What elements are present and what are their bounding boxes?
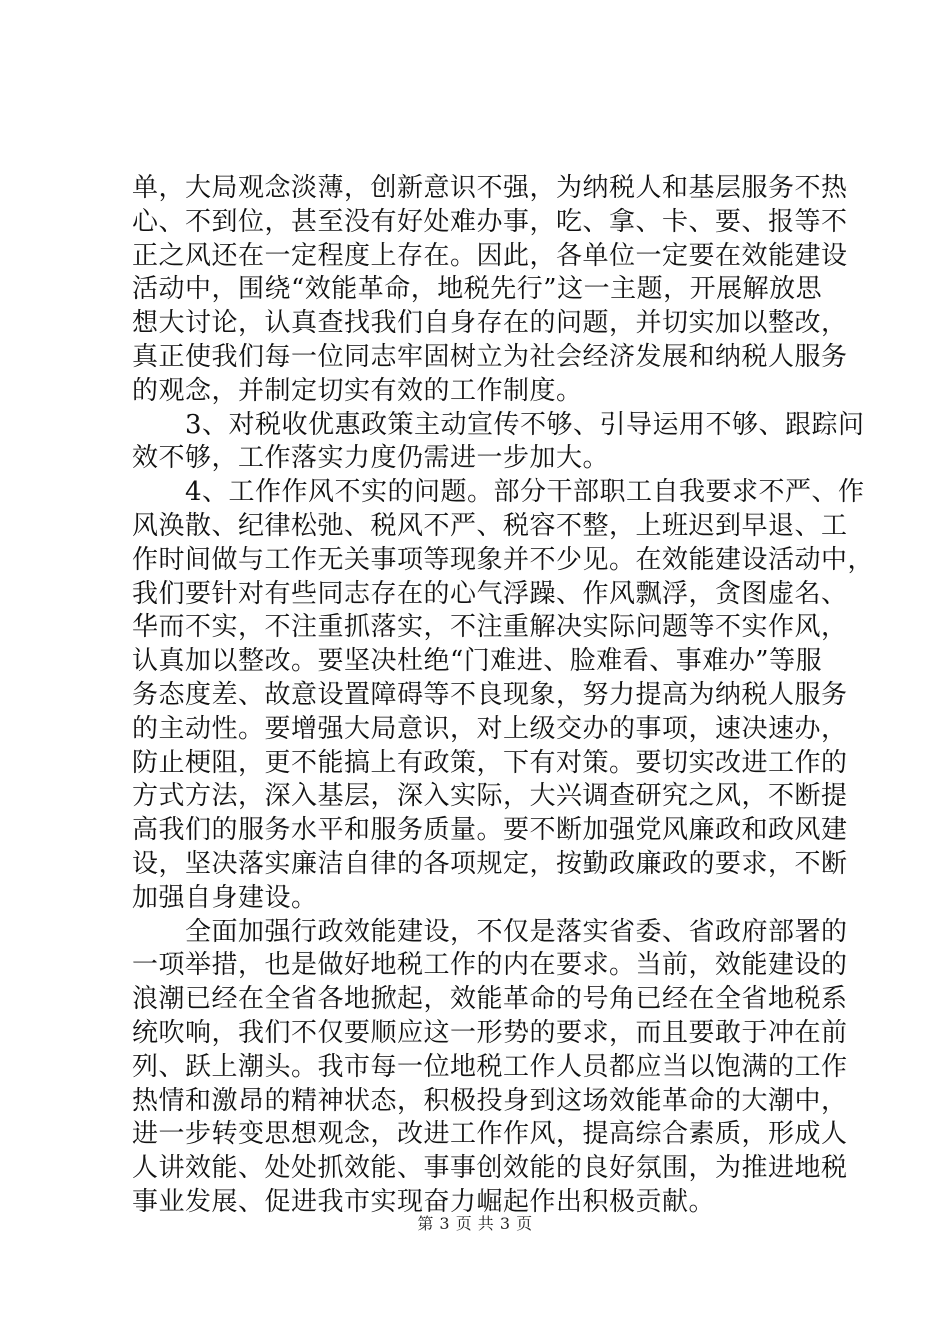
text-line: 加强自身建设。 — [132, 882, 318, 913]
paragraph-conclusion — [132, 916, 848, 1220]
text-line: 活动中，围绕“效能革命，地税先行”这一主题，开展解放思 — [132, 274, 823, 305]
text-line: 全面加强行政效能建设，不仅是落实省委、省政府部署的 — [132, 916, 848, 947]
page-footer — [0, 1211, 950, 1234]
text-line: 务态度差、故意设置障碍等不良现象，努力提高为纳税人服务 — [132, 679, 848, 710]
text-line: 统吹响，我们不仅要顺应这一形势的要求，而且要敢于冲在前 — [132, 1017, 848, 1048]
text-line: 一项举措，也是做好地税工作的内在要求。当前，效能建设的 — [132, 950, 848, 981]
text-line: 防止梗阻，更不能搞上有政策，下有对策。要切实改进工作的 — [132, 747, 848, 778]
text-line: 3、对税收优惠政策主动宣传不够、引导运用不够、跟踪问 — [132, 409, 865, 440]
page-number-label: 第 3 页 共 3 页 — [417, 1214, 533, 1233]
text-line: 真正使我们每一位同志牢固树立为社会经济发展和纳税人服务 — [132, 341, 848, 372]
text-line: 列、跃上潮头。我市每一位地税工作人员都应当以饱满的工作 — [132, 1051, 848, 1082]
paragraph-item-4 — [132, 476, 875, 915]
text-line: 事业发展、促进我市实现奋力崛起作出积极贡献。 — [132, 1186, 716, 1217]
text-line: 的主动性。要增强大局意识，对上级交办的事项，速决速办， — [132, 713, 848, 744]
text-line: 我们要针对有些同志存在的心气浮躁、作风飘浮，贪图虚名、 — [132, 578, 848, 609]
text-line: 方式方法，深入基层，深入实际，大兴调查研究之风，不断提 — [132, 781, 848, 812]
text-line: 浪潮已经在全省各地掀起，效能革命的号角已经在全省地税系 — [132, 984, 848, 1015]
text-line: 作时间做与工作无关事项等现象并不少见。在效能建设活动中， — [132, 544, 875, 575]
text-line: 4、工作作风不实的问题。部分干部职工自我要求不严、作 — [132, 477, 865, 508]
text-line: 进一步转变思想观念，改进工作作风，提高综合素质，形成人 — [132, 1119, 848, 1150]
paragraph-item-3 — [132, 409, 865, 477]
text-line: 单，大局观念淡薄，创新意识不强，为纳税人和基层服务不热 — [132, 173, 848, 203]
document-body — [132, 172, 875, 1220]
text-line: 风涣散、纪律松弛、税风不严、税容不整，上班迟到早退、工 — [132, 510, 848, 541]
paragraph-continuation — [132, 172, 848, 409]
text-line: 设，坚决落实廉洁自律的各项规定，按勤政廉政的要求，不断 — [132, 848, 848, 879]
text-line: 效不够，工作落实力度仍需进一步加大。 — [132, 443, 610, 474]
text-line: 想大讨论，认真查找我们自身存在的问题，并切实加以整改， — [132, 308, 848, 339]
text-line: 人讲效能、处处抓效能、事事创效能的良好氛围，为推进地税 — [132, 1153, 848, 1184]
text-line: 正之风还在一定程度上存在。因此，各单位一定要在效能建设 — [132, 240, 848, 271]
text-line: 高我们的服务水平和服务质量。要不断加强党风廉政和政风建 — [132, 815, 848, 846]
text-line: 的观念，并制定切实有效的工作制度。 — [132, 375, 583, 406]
text-line: 心、不到位，甚至没有好处难办事，吃、拿、卡、要、报等不 — [132, 206, 848, 237]
text-line: 认真加以整改。要坚决杜绝“门难进、脸难看、事难办”等服 — [132, 646, 823, 677]
text-line: 华而不实，不注重抓落实，不注重解决实际问题等不实作风， — [132, 612, 848, 643]
text-line: 热情和激昂的精神状态，积极投身到这场效能革命的大潮中， — [132, 1085, 848, 1116]
